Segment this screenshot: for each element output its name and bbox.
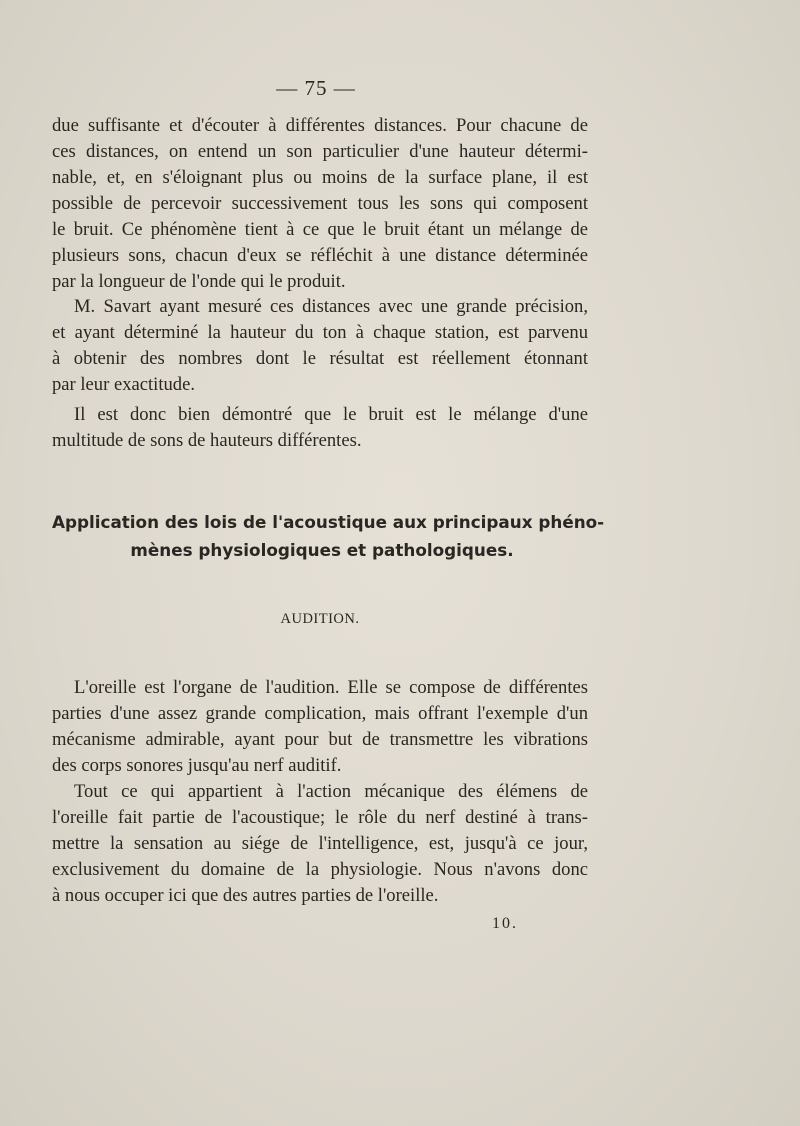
heading-line: Application des lois de l'acoustique aux principaux phéno-: [52, 512, 605, 532]
text-line: à obtenir des nombres dont le résultat est réellement étonnant: [52, 348, 588, 369]
text-line: le bruit. Ce phénomène tient à ce que le bruit étant un mélange de: [52, 219, 588, 240]
text-line: par la longueur de l'onde qui le produit.: [52, 271, 346, 292]
text-line: plusieurs sons, chacun d'eux se réfléchit à une distance déterminée: [52, 245, 588, 266]
text-line: par leur exactitude.: [52, 374, 195, 395]
text-line: M. Savart ayant mesuré ces distances avec une grande précision,: [74, 296, 588, 317]
text-line: parties d'une assez grande complication, mais offrant l'exemple d'un: [52, 703, 588, 724]
section-heading: [52, 508, 605, 564]
paragraph-3: [52, 402, 588, 454]
text-line: L'oreille est l'organe de l'audition. Elle se compose de différentes: [74, 677, 588, 698]
text-line: nable, et, en s'éloignant plus ou moins de la surface plane, il est: [52, 167, 588, 188]
text-line: mettre la sensation au siége de l'intelligence, est, jusqu'à ce jour,: [52, 833, 588, 854]
text-line: ces distances, on entend un son particulier d'une hauteur détermi-: [52, 141, 588, 162]
page-number: — 75 —: [276, 76, 356, 100]
paragraph-5: [52, 779, 588, 909]
text-line: possible de percevoir successivement tous les sons qui composent: [52, 193, 588, 214]
text-line: Il est donc bien démontré que le bruit est le mélange d'une: [74, 404, 588, 425]
paragraph-1: [52, 113, 588, 295]
text-line: à nous occuper ici que des autres parties de l'oreille.: [52, 885, 439, 906]
text-line: due suffisante et d'écouter à différentes distances. Pour chacune de: [52, 115, 588, 136]
text-line: et ayant déterminé la hauteur du ton à chaque station, est parvenu: [52, 322, 588, 343]
paragraph-2: [52, 294, 588, 398]
signature-mark: 10.: [492, 915, 518, 932]
subsection-title: AUDITION.: [280, 611, 360, 627]
text-line: des corps sonores jusqu'au nerf auditif.: [52, 755, 342, 776]
heading-line: mènes physiologiques et pathologiques.: [130, 540, 514, 560]
text-line: exclusivement du domaine de la physiologie. Nous n'avons donc: [52, 859, 588, 880]
text-line: Tout ce qui appartient à l'action mécanique des élémens de: [74, 781, 588, 802]
paragraph-4: [52, 675, 588, 779]
text-line: multitude de sons de hauteurs différentes.: [52, 430, 362, 451]
text-line: mécanisme admirable, ayant pour but de transmettre les vibrations: [52, 729, 588, 750]
text-line: l'oreille fait partie de l'acoustique; le rôle du nerf destiné à trans-: [52, 807, 588, 828]
